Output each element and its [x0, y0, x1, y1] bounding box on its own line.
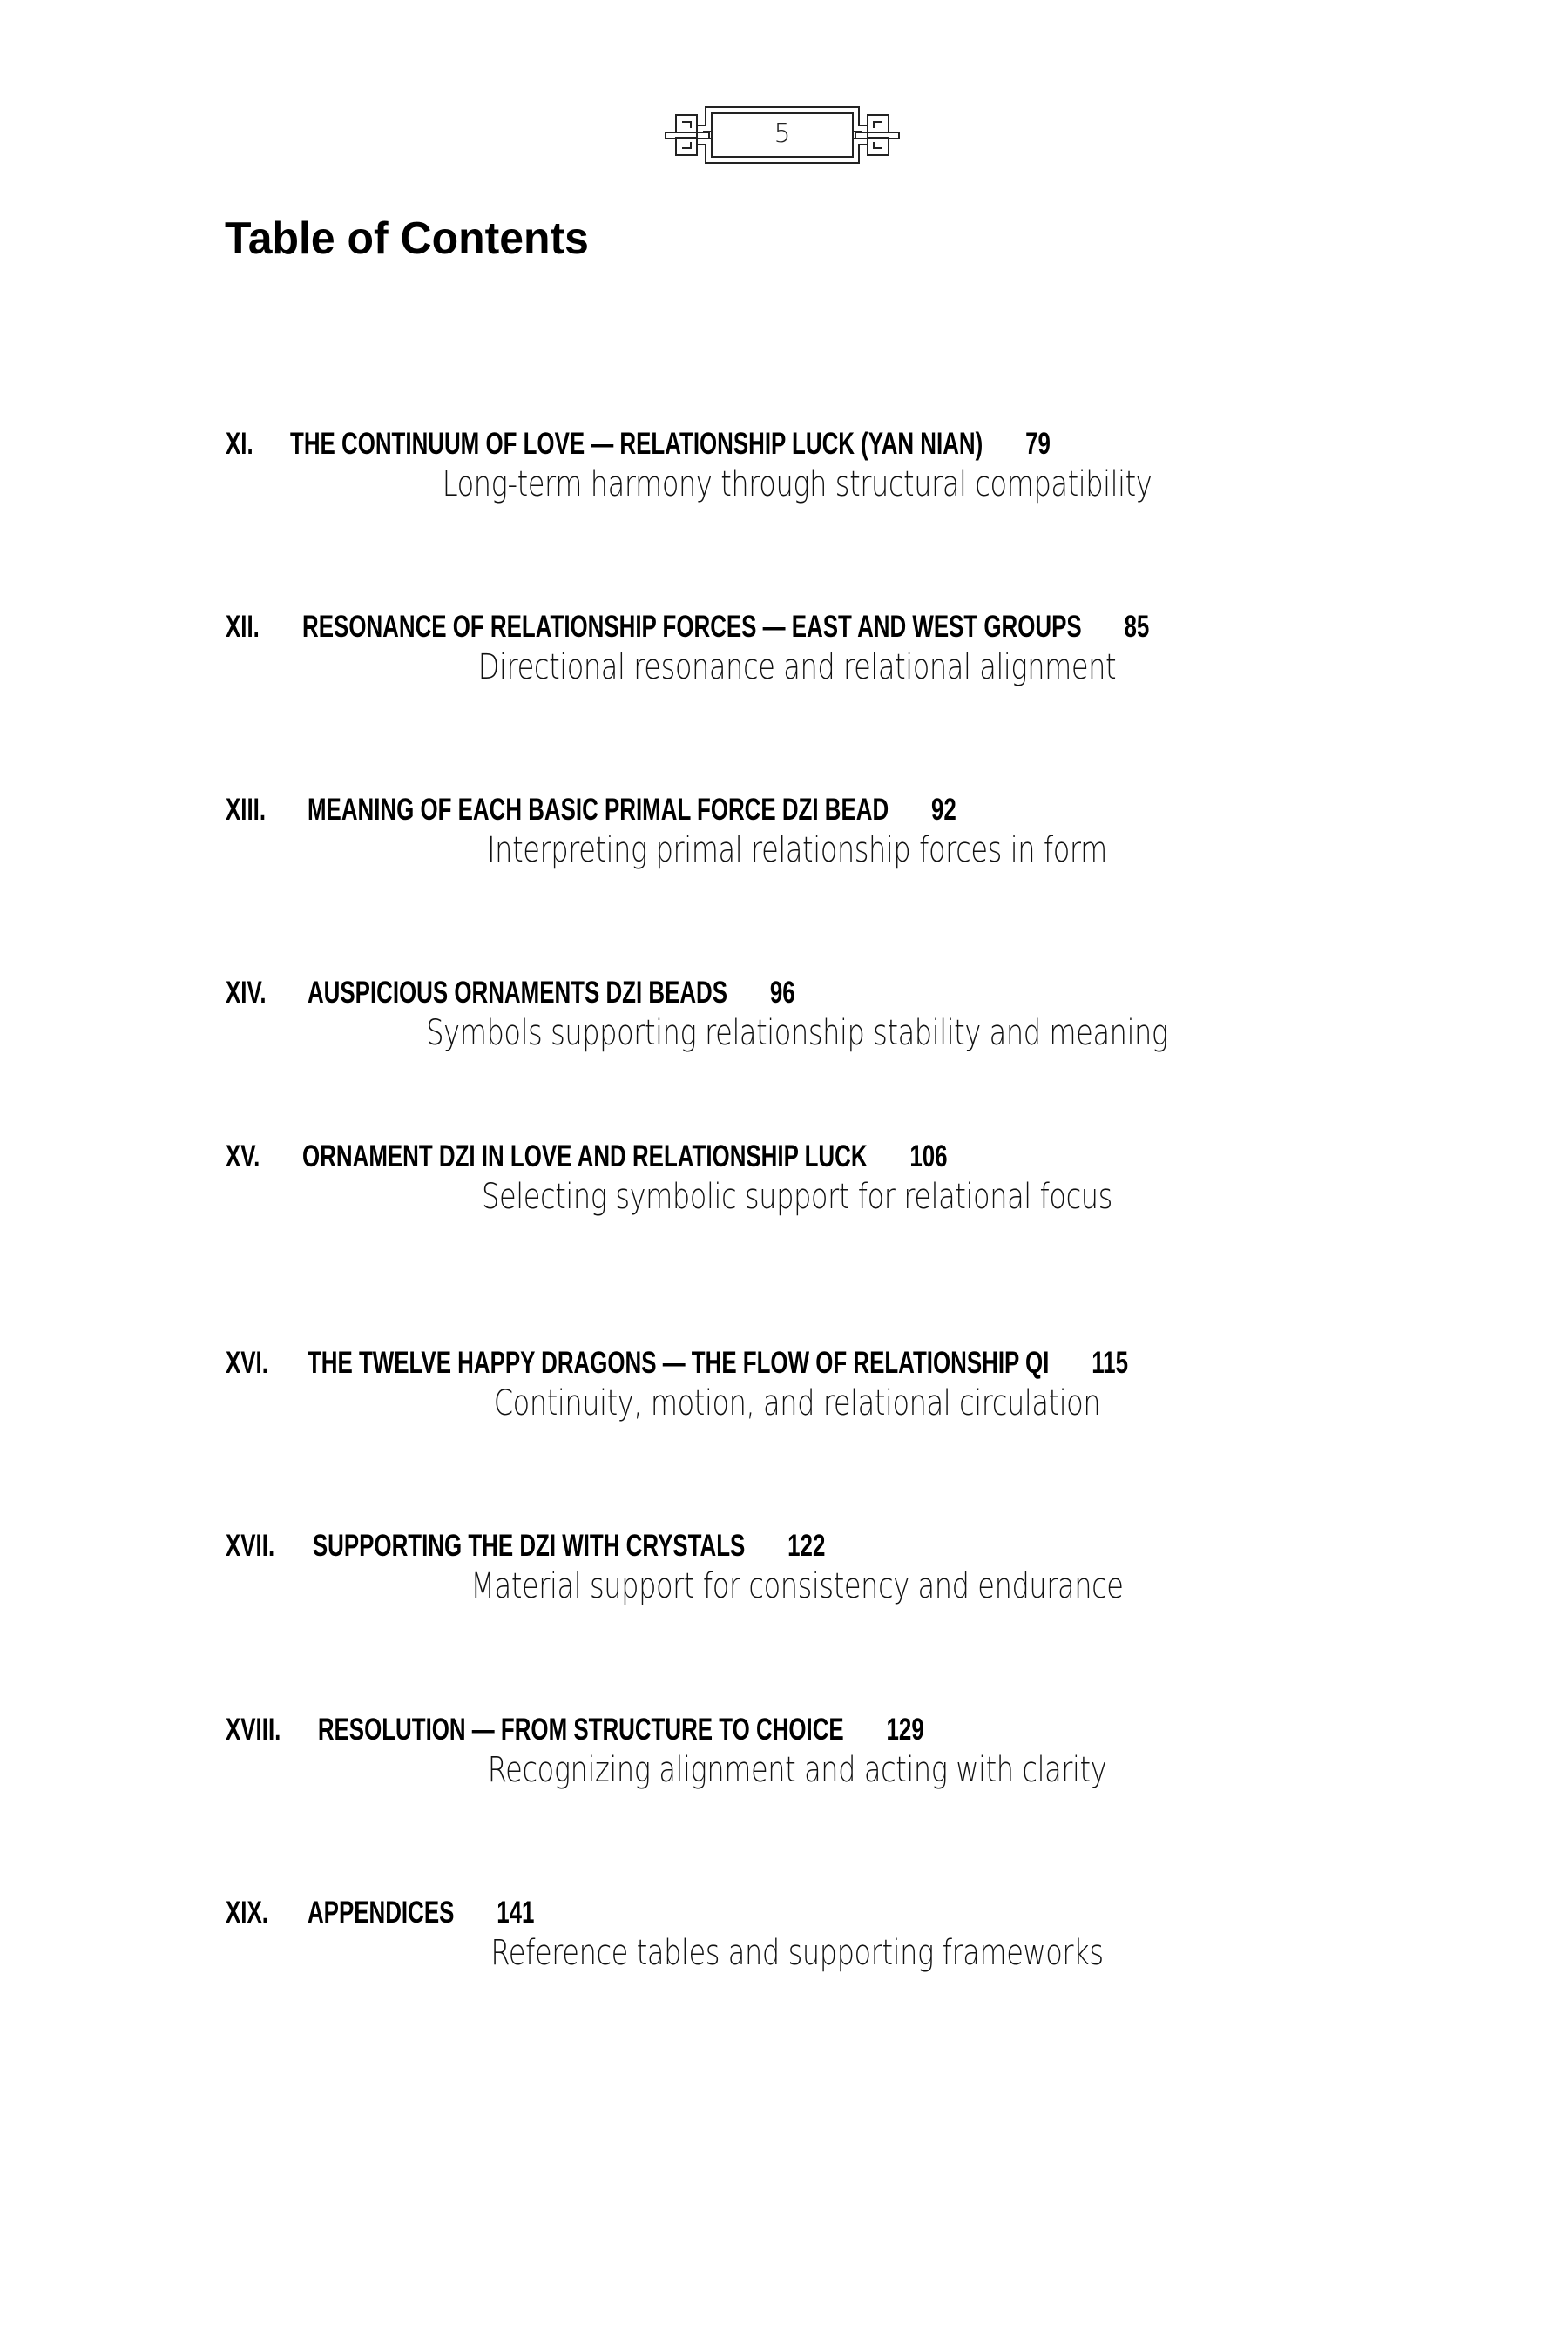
page-number-badge [664, 106, 901, 164]
chapter-title: ORNAMENT DZI IN LOVE AND RELATIONSHIP LUCK [302, 1139, 868, 1173]
chapter-page: 129 [886, 1713, 924, 1747]
chapter-title: MEANING OF EACH BASIC PRIMAL FORCE DZI BEAD [307, 793, 889, 827]
chapter-title: APPENDICES [307, 1896, 455, 1930]
chapter-page: 115 [1092, 1346, 1128, 1380]
chapter-title: RESOLUTION — FROM STRUCTURE TO CHOICE [317, 1713, 844, 1747]
toc-entry-heading[interactable] [226, 1713, 924, 1747]
chapter-numeral: XVII. [226, 1529, 275, 1563]
chapter-page: 141 [497, 1896, 535, 1930]
chapter-subtitle: Interpreting primal relationship forces in form [487, 830, 1107, 870]
page-number: 5 [774, 118, 791, 149]
chapter-subtitle: Recognizing alignment and acting with clarity [487, 1750, 1107, 1790]
chapter-subtitle: Selecting symbolic support for relational focus [482, 1177, 1112, 1217]
toc-entry-heading[interactable] [226, 1896, 534, 1930]
chapter-numeral: XVI. [226, 1346, 268, 1380]
chapter-numeral: XVIII. [226, 1713, 281, 1747]
chapter-subtitle: Symbols supporting relationship stability and meaning [426, 1013, 1168, 1053]
toc-entry-heading[interactable] [226, 976, 795, 1010]
chapter-subtitle: Long-term harmony through structural compatibility [442, 464, 1152, 504]
toc-entry-heading[interactable] [226, 1346, 1128, 1381]
chapter-numeral: XIII. [226, 793, 267, 827]
chapter-numeral: XI. [226, 427, 253, 461]
chapter-title: AUSPICIOUS ORNAMENTS DZI BEADS [307, 976, 728, 1010]
chapter-numeral: XII. [226, 610, 260, 644]
chapter-title: SUPPORTING THE DZI WITH CRYSTALS [312, 1529, 746, 1563]
toc-entry-heading[interactable] [226, 1529, 825, 1564]
chapter-page: 106 [909, 1139, 948, 1173]
chapter-page: 122 [787, 1529, 826, 1563]
chapter-page: 96 [769, 976, 795, 1010]
chapter-page: 92 [930, 793, 956, 827]
chapter-page: 85 [1124, 610, 1150, 644]
toc-entry-heading[interactable] [226, 793, 956, 828]
chapter-page: 79 [1025, 427, 1051, 461]
chapter-title: THE CONTINUUM OF LOVE — RELATIONSHIP LUCK (YAN NIAN) [290, 427, 983, 461]
chapter-subtitle: Directional resonance and relational alignment [477, 647, 1117, 687]
chapter-numeral: XIV. [226, 976, 267, 1010]
chapter-subtitle: Continuity, motion, and relational circulation [493, 1383, 1101, 1423]
chapter-title: RESONANCE OF RELATIONSHIP FORCES — EAST AND WEST GROUPS [302, 610, 1082, 644]
chapter-numeral: XV. [226, 1139, 260, 1173]
toc-entry-heading[interactable] [226, 427, 1051, 462]
toc-entry-heading[interactable] [226, 610, 1149, 645]
page-title: Table of Contents [225, 213, 589, 264]
chapter-numeral: XIX. [226, 1896, 268, 1930]
chapter-subtitle: Material support for consistency and endurance [470, 1566, 1124, 1606]
chapter-title: THE TWELVE HAPPY DRAGONS — THE FLOW OF RELATIONSHIP QI [307, 1346, 1050, 1380]
toc-entry-heading[interactable] [226, 1139, 948, 1174]
chapter-subtitle: Reference tables and supporting frameworks [490, 1933, 1104, 1973]
